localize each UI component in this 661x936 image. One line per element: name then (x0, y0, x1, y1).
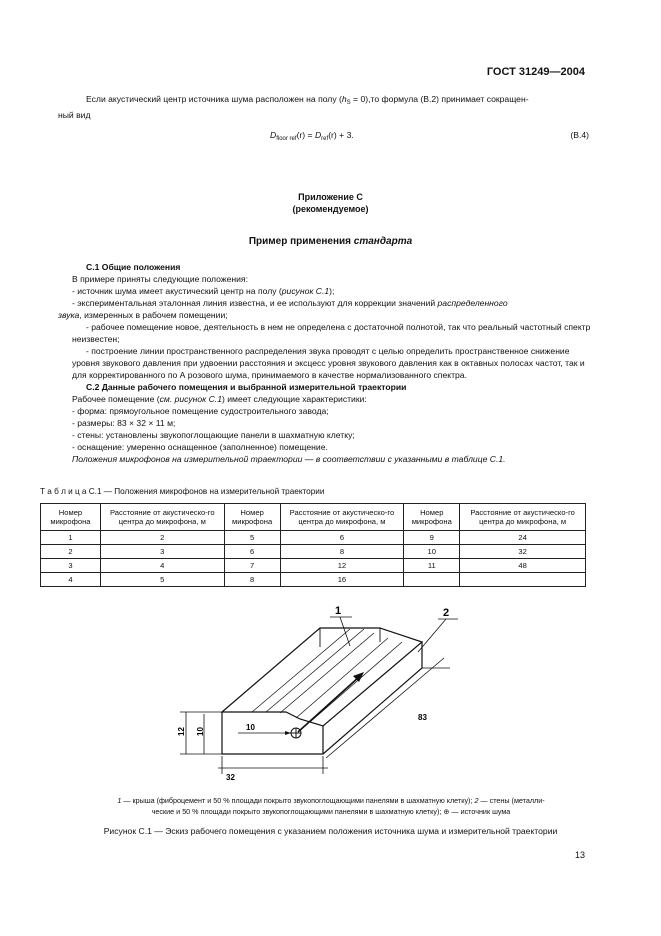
th-dist-3: Расстояние от акустическо-го центра до микрофона, м (460, 504, 586, 531)
dim-height-10: 10 (196, 727, 205, 736)
formula-b4: $D_{floor ref}(r) = D_{ref}(r) + 3$. (270, 130, 354, 142)
c2-heading: С.2 Данные рабочего помещения и выбранной измерительной траектории (86, 382, 407, 392)
table-row (41, 531, 586, 545)
table-cell: 11 (404, 559, 460, 573)
table-cell: 9 (404, 531, 460, 545)
table-cell: 8 (224, 573, 280, 587)
table-row (41, 545, 586, 559)
table-cell: 3 (100, 545, 224, 559)
table-cell: 32 (460, 545, 586, 559)
th-dist-1: Расстояние от акустическо-го центра до микрофона, м (100, 504, 224, 531)
c1-item4: - рабочее помещение новое, деятельность в нем не определена с достаточной полнотой, так что реальный частотный спектр неизвестен; (72, 322, 591, 344)
dim-height-12: 12 (177, 727, 186, 736)
callout-1: 1 (335, 605, 342, 617)
table-cell: 5 (224, 531, 280, 545)
table-cell: 7 (224, 559, 280, 573)
table-cell: 16 (280, 573, 404, 587)
table-row (41, 559, 586, 573)
table-cell: 12 (280, 559, 404, 573)
table-cell: 2 (41, 545, 101, 559)
table-cell: 24 (460, 531, 586, 545)
table-header-row (41, 504, 586, 531)
appendix-heading: Пример применения стандарта (248, 236, 413, 247)
noise-source-icon (291, 728, 301, 738)
doc-header: ГОСТ 31249—2004 (486, 66, 585, 78)
table-caption: Т а б л и ц а С.1 — Положения микрофонов на измерительной траектории (40, 487, 325, 496)
c1-heading: С.1 Общие положения (86, 262, 181, 272)
table-cell: 4 (41, 573, 101, 587)
th-num-2: Номер микрофона (224, 504, 280, 531)
room-sketch (160, 602, 480, 792)
table-cell: 10 (404, 545, 460, 559)
dim-length-83: 83 (418, 713, 427, 722)
table-cell: 5 (100, 573, 224, 587)
dim-width-32: 32 (226, 773, 235, 782)
table-cell: 1 (41, 531, 101, 545)
table-cell: 8 (280, 545, 404, 559)
c2-block: С.2 Данные рабочего помещения и выбранной измерительной траектории Рабочее помещение (см. рисунок С.1) имеет следующие характеристики: - форма: прямоугольное помещение судостроительного завода; - размеры: 83 × 32 × 11 м; - стены: установлены звукопоглощающие панели в шахматную клетку; - оснащение: умеренно оснащенное (заполненное) помещение. Положения микрофонов на измерительной траектории — в соответствии с указанными в таблице С.1. (72, 382, 506, 464)
figure-caption: Рисунок С.1 — Эскиз рабочего помещения с указанием положения источника шума и измерительной траектории (103, 826, 558, 836)
intro-paragraph: Если акустический центр источника шума расположен на полу $(h_S = 0),то$ формула (В.2) принимает сокращен- ный вид (58, 94, 529, 120)
page-number: 13 (574, 850, 585, 860)
table-cell: 2 (100, 531, 224, 545)
dim-source-label: 10 (246, 723, 255, 732)
microphone-table (40, 503, 586, 587)
table-cell: 6 (280, 531, 404, 545)
th-dist-2: Расстояние от акустическо-го центра до микрофона, м (280, 504, 404, 531)
table-cell: 48 (460, 559, 586, 573)
appendix-title: Приложение С (298, 192, 363, 202)
table-cell: 6 (224, 545, 280, 559)
intro-line2: ный вид (58, 110, 91, 120)
callout-2: 2 (443, 607, 450, 619)
formula-number: (В.4) (570, 130, 589, 140)
th-num-3: Номер микрофона (404, 504, 460, 531)
table-cell (460, 573, 586, 587)
figure-legend: 1 — крыша (фиброцемент и 50 % площади покрыто звукопоглощающими панелями в шахматную клетку); 2 — стены (металли- ческие и 50 % площади покрыто звукопоглощающими панелями в шахматную клетку); ⊕ — источник шума (117, 796, 545, 816)
table-row (41, 573, 586, 587)
c1-item5: - построение линии пространственного распределения звука проводят с целью определить пространственное снижение уровня звукового давления при удвоении расстояния и эксцесс уровня звукового давления как в октавных полосах частот, так и для корректированного по А розового шума, принимаемого в качестве нормализованного спектра. (72, 346, 585, 380)
table-cell: 3 (41, 559, 101, 573)
c1-block: С.1 Общие положения В примере приняты следующие положения: - источник шума имеет акустический центр на полу (рисунок С.1); - экспериментальная эталонная линия известна, и ее используют для коррекции значений распределенного звука, измеренных в рабочем помещении; (58, 262, 508, 320)
table-cell (404, 573, 460, 587)
th-num-1: Номер микрофона (41, 504, 101, 531)
table-cell: 4 (100, 559, 224, 573)
trajectory-arrow (298, 672, 364, 732)
appendix-subtitle: (рекомендуемое) (292, 204, 369, 214)
